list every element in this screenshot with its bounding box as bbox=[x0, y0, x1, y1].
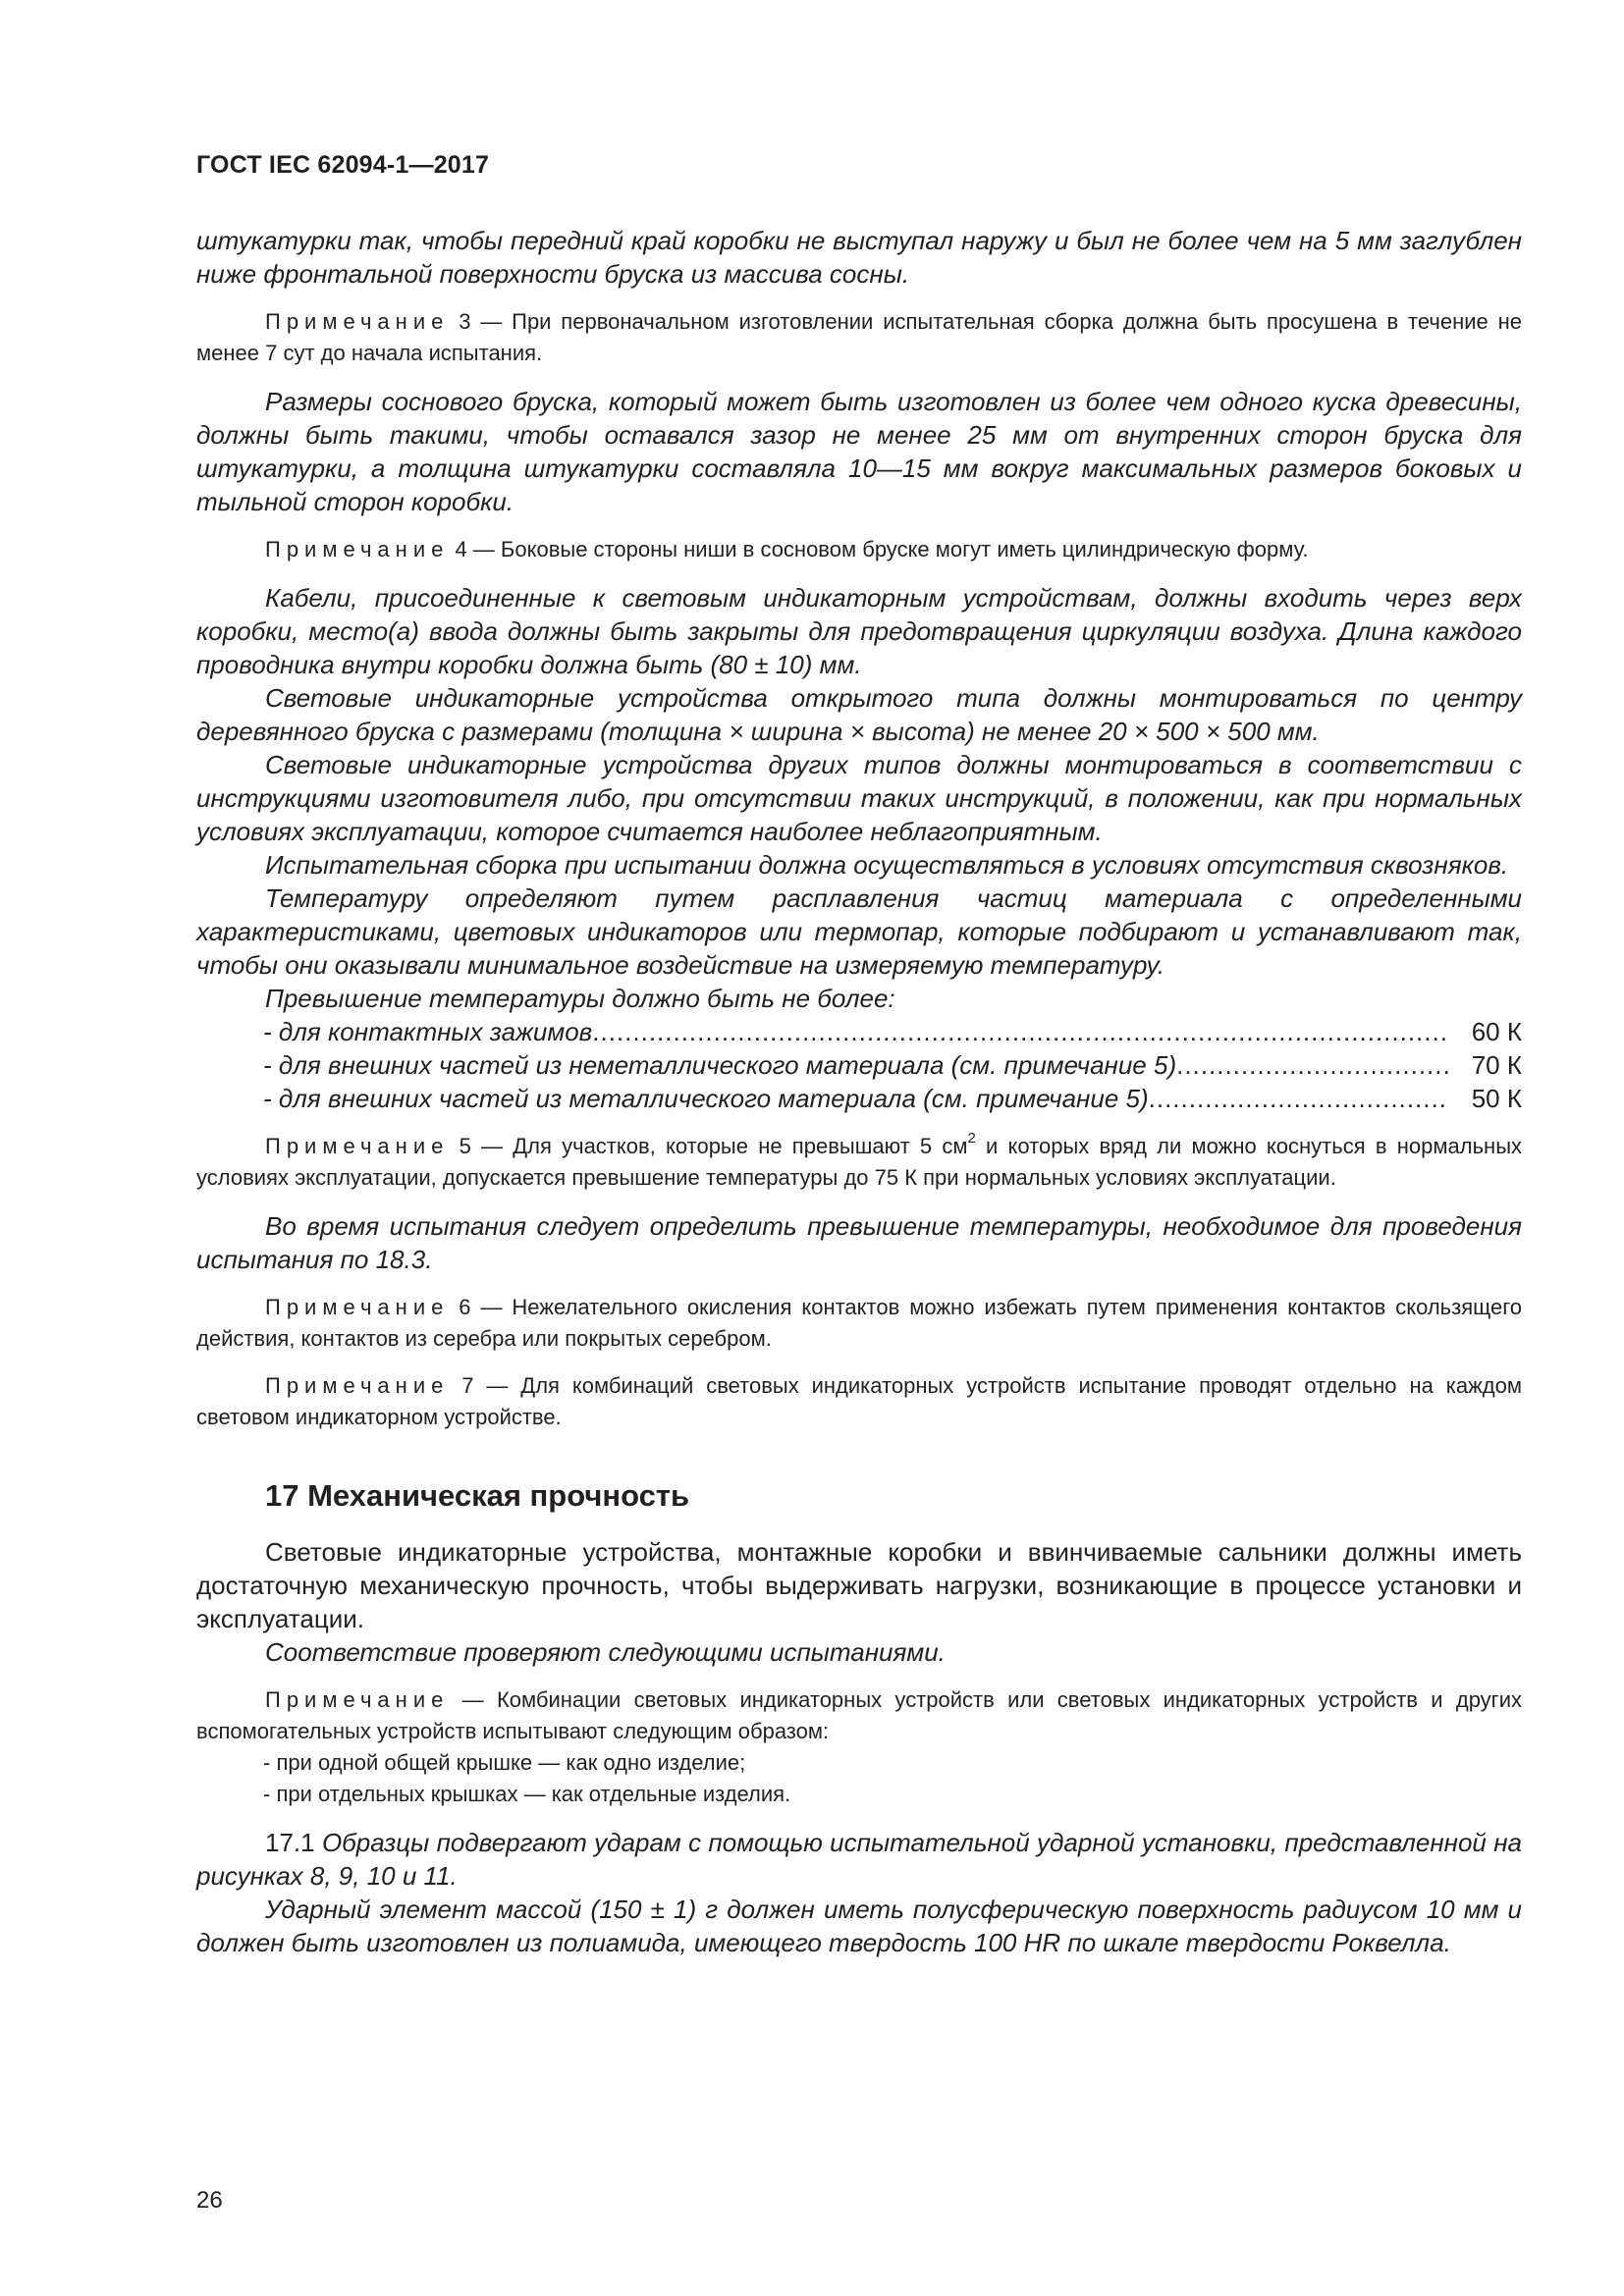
clause-17-1 bbox=[196, 1826, 1522, 1893]
note-label: Примечание bbox=[265, 1134, 450, 1158]
note-6 bbox=[196, 1292, 1522, 1355]
dot-leader bbox=[1149, 1082, 1449, 1115]
limit-value: 70 К bbox=[1471, 1050, 1522, 1080]
paragraph-surface-mounting: Световые индикаторные устройства открытого типа должны монтироваться по центру деревянного бруска с размерами (толщина × ширина × высота) не менее 20 × 500 × 500 мм. bbox=[196, 683, 1522, 746]
limit-row bbox=[196, 1082, 1522, 1115]
note-combinations bbox=[196, 1684, 1522, 1747]
paragraph-temperature-rise: Превышение температуры должно быть не более: bbox=[265, 984, 895, 1013]
note-text: 7 — Для комбинаций световых индикаторных устройств испытание проводят отдельно на каждом световом индикаторном устройстве. bbox=[196, 1373, 1522, 1429]
note-4 bbox=[196, 534, 1522, 565]
standard-header: ГОСТ IEC 62094-1—2017 bbox=[196, 151, 490, 179]
note-text: 4 — Боковые стороны ниши в сосновом бруске могут иметь цилиндрическую форму. bbox=[449, 537, 1309, 561]
note-text: 3 — При первоначальном изготовлении испытательная сборка должна быть просушена в течение не менее 7 сут до начала испытания. bbox=[196, 309, 1522, 365]
limit-value: 60 К bbox=[1471, 1017, 1522, 1046]
paragraph-pine-block-size: Размеры соснового бруска, который может быть изготовлен из более чем одного куска древесины, должны быть такими, чтобы оставался зазор не менее 25 мм от внутренних сторон бруска для штукатурки, а толщина штукатурки составляла 10—15 мм вокруг максимальных размеров боковых и тыльной сторон коробки. bbox=[196, 387, 1522, 516]
note-5 bbox=[196, 1131, 1522, 1194]
note-label: Примечание bbox=[265, 537, 450, 561]
paragraph-draught-free: Испытательная сборка при испытании должна осуществляться в условиях отсутствия сквозняков. bbox=[265, 850, 1509, 880]
note-text: 5 — Для участков, которые не превышают 5 см bbox=[449, 1134, 968, 1158]
note-text: — Комбинации световых индикаторных устройств или световых индикаторных устройств и других вспомогательных устройств испытывают следующим образом: bbox=[196, 1687, 1522, 1743]
dot-leader bbox=[592, 1015, 1449, 1048]
paragraph-continuation: штукатурки так, чтобы передний край коробки не выступал наружу и был не более чем на 5 мм заглублен ниже фронтальной поверхности бруска из массива сосны. bbox=[196, 226, 1522, 289]
note-3 bbox=[196, 306, 1522, 369]
note-label: Примечание bbox=[265, 1373, 450, 1398]
limit-row bbox=[196, 1015, 1522, 1048]
limit-label: - для внешних частей из металлического материала (см. примечание 5) bbox=[263, 1084, 1149, 1113]
section-heading: 17 Механическая прочность bbox=[265, 1478, 690, 1513]
note-text: 6 — Нежелательного окисления контактов можно избежать путем применения контактов скользящего действия, контактов из серебра или покрытых серебром. bbox=[196, 1295, 1522, 1351]
note-list-item: - при одной общей крышке — как одно изделие; bbox=[263, 1750, 746, 1775]
note-text-cont: и которых вряд ли можно коснуться в нормальных условиях эксплуатации, допускается превышение температуры до 75 К при нормальных условиях эксплуатации. bbox=[196, 1134, 1522, 1190]
limit-value: 50 К bbox=[1471, 1084, 1522, 1113]
note-label: Примечание bbox=[265, 1687, 450, 1712]
limit-row bbox=[196, 1048, 1522, 1082]
paragraph-compliance: Соответствие проверяют следующими испытаниями. bbox=[265, 1637, 946, 1667]
note-label: Примечание bbox=[265, 1295, 450, 1319]
note-7 bbox=[196, 1370, 1522, 1433]
paragraph-other-types: Световые индикаторные устройства других типов должны монтироваться в соответствии с инструкциями изготовителя либо, при отсутствии таких инструкций, в положении, как при нормальных условиях эксплуатации, которое считается наиболее неблагоприятным. bbox=[196, 750, 1522, 846]
clause-text: Образцы подвергают ударам с помощью испытательной ударной установки, представленной на рисунках 8, 9, 10 и 11. bbox=[196, 1828, 1522, 1891]
page-content bbox=[196, 224, 1522, 1959]
page-number: 26 bbox=[196, 2187, 223, 2214]
limit-label: - для контактных зажимов bbox=[263, 1017, 593, 1046]
paragraph-striking-element: Ударный элемент массой (150 ± 1) г должен иметь полусферическую поверхность радиусом 10 мм и должен быть изготовлен из полиамида, имеющего твердость 100 HR по шкале твердости Роквелла. bbox=[196, 1895, 1522, 1957]
paragraph-during-test: Во время испытания следует определить превышение температуры, необходимое для проведения испытания по 18.3. bbox=[196, 1211, 1522, 1274]
paragraph-cables: Кабели, присоединенные к световым индикаторным устройствам, должны входить через верх коробки, место(а) ввода должны быть закрыты для предотвращения циркуляции воздуха. Длина каждого проводника внутри коробки должна быть (80 ± 10) мм. bbox=[196, 583, 1522, 679]
paragraph-temperature-measurement: Температуру определяют путем расплавления частиц материала с определенными характеристиками, цветовых индикаторов или термопар, которые подбирают и устанавливают так, чтобы они оказывали минимальное воздействие на измеряемую температуру. bbox=[196, 883, 1522, 980]
note-list-item: - при отдельных крышках — как отдельные изделия. bbox=[263, 1782, 791, 1806]
note-label: Примечание bbox=[265, 309, 450, 334]
paragraph-mechanical-strength: Световые индикаторные устройства, монтажные коробки и ввинчиваемые сальники должны иметь достаточную механическую прочность, чтобы выдерживать нагрузки, возникающие в процессе установки и эксплуатации. bbox=[196, 1537, 1522, 1633]
superscript: 2 bbox=[967, 1129, 976, 1147]
limit-label: - для внешних частей из неметаллического материала (см. примечание 5) bbox=[263, 1050, 1177, 1080]
clause-number: 17.1 bbox=[265, 1828, 315, 1857]
dot-leader bbox=[1176, 1048, 1449, 1082]
